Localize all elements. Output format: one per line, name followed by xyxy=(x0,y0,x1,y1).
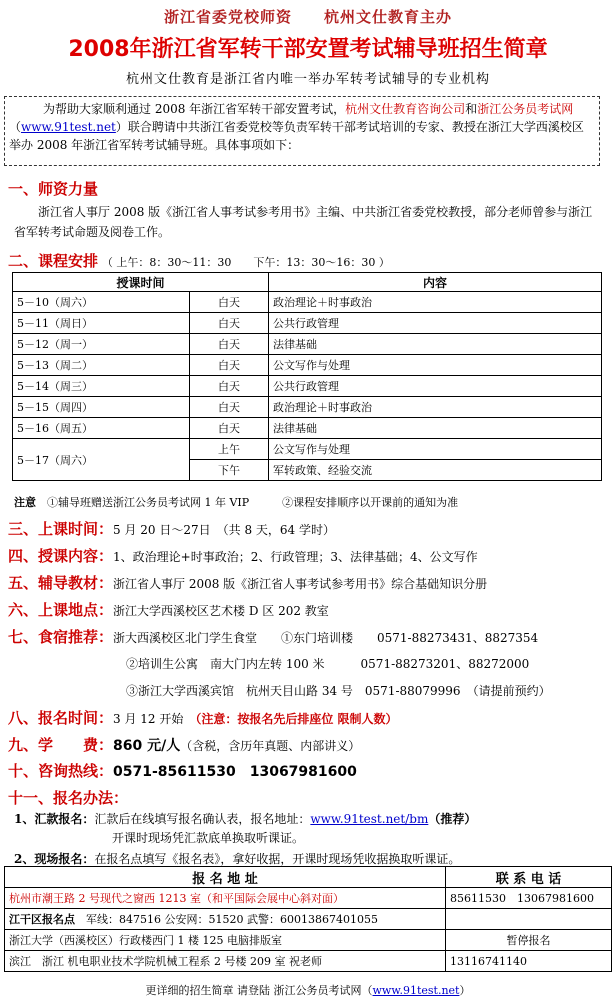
signup-method-remit-text: 汇款后在线填写报名确认表，报名地址： xyxy=(94,812,311,826)
section-schedule-time: （ 上午：8：30～11：30 下午：13：30～16：30 ） xyxy=(101,256,390,269)
info-class-time-value: 5 月 20 日～27日 （共 8 天，64 学时） xyxy=(113,523,335,537)
signup-url-link[interactable]: www.91test.net/bm xyxy=(310,812,429,826)
info-textbook-title: 五、辅导教材： xyxy=(8,574,114,592)
intro-url-close: ） xyxy=(115,120,128,134)
schedule-date: 5－11（周日） xyxy=(13,313,190,334)
section-schedule-title: 二、课程安排 xyxy=(8,252,99,270)
address-cell: 杭州市潮王路 2 号现代之窗西 1213 室（和平国际会展中心斜对面） xyxy=(5,888,446,909)
intro-text-2: 联合聘请中共浙江省委党校等负责军转干部考试培训的专家、教授在浙江大学西溪校区举办 2008 年浙江省军转考试辅导班。具体事项如下： xyxy=(9,120,584,152)
schedule-period: 白天 xyxy=(190,418,269,439)
info-fee-title: 九、学 费： xyxy=(8,736,114,754)
schedule-note xyxy=(14,494,458,510)
table-row xyxy=(13,418,602,439)
schedule-content: 政治理论＋时事政治 xyxy=(269,292,602,313)
schedule-period: 白天 xyxy=(190,397,269,418)
table-row xyxy=(13,313,602,334)
schedule-period: 白天 xyxy=(190,313,269,334)
info-hotline-value: 0571-85611530 13067981600 xyxy=(113,764,357,780)
schedule-content: 政治理论＋时事政治 xyxy=(269,397,602,418)
intro-url-open: （ xyxy=(9,120,22,134)
table-row xyxy=(13,439,602,460)
schedule-date: 5－10（周六） xyxy=(13,292,190,313)
table-row xyxy=(5,909,612,930)
schedule-date: 5－17（周六） xyxy=(13,439,190,481)
table-row xyxy=(13,397,602,418)
footer xyxy=(0,982,616,998)
schedule-period: 白天 xyxy=(190,355,269,376)
note-label: 注意 xyxy=(14,496,36,509)
address-header-addr: 报 名 地 址 xyxy=(5,867,446,888)
intro-paragraph xyxy=(9,100,595,154)
intro-and: 和 xyxy=(465,102,478,116)
schedule-content: 法律基础 xyxy=(269,418,602,439)
footer-text: 更详细的招生简章 请登陆 浙江公务员考试网（ xyxy=(145,984,373,997)
info-location-value: 浙江大学西溪校区艺术楼 D 区 202 教室 xyxy=(113,604,329,618)
schedule-period: 白天 xyxy=(190,292,269,313)
intro-box xyxy=(4,96,600,166)
table-row xyxy=(13,292,602,313)
phone-cell xyxy=(446,909,612,930)
schedule-period: 白天 xyxy=(190,334,269,355)
address-label: 江干区报名点 xyxy=(9,913,75,926)
info-lodging-line-2: ②培训生公寓 南大门内左转 100 米 0571-88273201、88272000 xyxy=(126,657,530,671)
info-hotline-title: 十、咨询热线： xyxy=(8,762,114,780)
intro-url-link[interactable]: www.91test.net xyxy=(21,120,116,134)
schedule-content: 公文写作与处理 xyxy=(269,355,602,376)
schedule-period: 下午 xyxy=(190,460,269,481)
schedule-date: 5－14（周三） xyxy=(13,376,190,397)
phone-cell: 13116741140 xyxy=(446,951,612,972)
schedule-header-row xyxy=(13,273,602,292)
schedule-content: 公共行政管理 xyxy=(269,313,602,334)
info-location-title: 六、上课地点： xyxy=(8,601,114,619)
schedule-content: 军转政策、经验交流 xyxy=(269,460,602,481)
address-cell xyxy=(5,909,446,930)
intro-org-1: 杭州文仕教育咨询公司 xyxy=(345,102,466,116)
table-row xyxy=(5,951,612,972)
address-cell: 滨江 浙江 机电职业技术学院机械工程系 2 号楼 209 室 祝老师 xyxy=(5,951,446,972)
info-signup-time-title: 八、报名时间： xyxy=(8,709,114,727)
table-row xyxy=(5,930,612,951)
info-fee xyxy=(8,734,360,755)
table-row xyxy=(13,355,602,376)
note-text: ①辅导班赠送浙江公务员考试网 1 年 VIP ②课程安排顺序以开课前的通知为准 xyxy=(47,496,459,509)
signup-recommend: （推荐） xyxy=(428,812,477,826)
intro-text-1: 为帮助大家顺利通过 2008 年浙江省军转干部安置考试， xyxy=(43,102,346,116)
info-content xyxy=(8,545,478,566)
schedule-content: 公共行政管理 xyxy=(269,376,602,397)
intro-org-2: 浙江公务员考试网 xyxy=(477,102,574,116)
schedule-header-content: 内容 xyxy=(269,273,602,292)
schedule-date: 5－15（周四） xyxy=(13,397,190,418)
schedule-content: 法律基础 xyxy=(269,334,602,355)
info-signup-methods-title: 十一、报名办法： xyxy=(8,789,129,807)
info-class-time xyxy=(8,518,335,539)
address-header-row xyxy=(5,867,612,888)
info-content-title: 四、授课内容： xyxy=(8,547,114,565)
info-hotline xyxy=(8,760,357,781)
schedule-header-time: 授课时间 xyxy=(13,273,269,292)
address-value: 军线：847516 公安网：51520 武警：60013867401055 xyxy=(75,913,378,926)
footer-end: ） xyxy=(459,984,471,997)
signup-method-onsite-text: 在报名点填写《报名表》，拿好收据，开课时现场凭收据换取听课证。 xyxy=(94,852,461,866)
page-subtitle: 杭州文仕教育是浙江省内唯一举办军转考试辅导的专业机构 xyxy=(125,72,490,87)
schedule-period: 白天 xyxy=(190,376,269,397)
page-title: 2008年浙江省军转干部安置考试辅导班招生简章 xyxy=(68,37,548,62)
info-fee-note: （含税，含历年真题、内部讲义） xyxy=(180,739,361,753)
table-row xyxy=(13,334,602,355)
address-cell: 浙江大学（西溪校区）行政楼西门 1 楼 125 电脑排版室 xyxy=(5,930,446,951)
schedule-table xyxy=(12,272,602,481)
info-fee-price: 860 元/人 xyxy=(113,738,181,754)
signup-method-onsite xyxy=(14,850,460,867)
section-teachers-title: 一、师资力量 xyxy=(8,180,99,198)
schedule-date: 5－13（周二） xyxy=(13,355,190,376)
signup-method-remit-line-2: 开课时现场凭汇款底单换取听课证。 xyxy=(112,831,305,845)
header-organizers: 浙江省委党校师资 杭州文仕教育主办 xyxy=(163,8,452,26)
address-header-phone: 联 系 电 话 xyxy=(446,867,612,888)
schedule-date: 5－12（周一） xyxy=(13,334,190,355)
signup-method-remit xyxy=(14,810,476,827)
info-lodging xyxy=(8,626,538,647)
schedule-date: 5－16（周五） xyxy=(13,418,190,439)
section-schedule-heading xyxy=(8,250,390,271)
signup-method-remit-label: 1、汇款报名： xyxy=(14,812,95,826)
schedule-content: 公文写作与处理 xyxy=(269,439,602,460)
info-lodging-line-1: 浙大西溪校区北门学生食堂 ①东门培训楼 0571-88273431、8827354 xyxy=(113,631,539,645)
section-teachers-text: 浙江省人事厅 2008 版《浙江省人事考试参考用书》主编、中共浙江省委党校教授，部分老师曾参与浙江省军转考试命题及阅卷工作。 xyxy=(14,205,593,239)
phone-cell: 暂停报名 xyxy=(446,930,612,951)
info-lodging-title: 七、食宿推荐： xyxy=(8,628,114,646)
footer-url-link[interactable]: www.91test.net xyxy=(372,984,460,997)
info-signup-time-value: 3 月 12 开始 xyxy=(113,712,196,726)
table-row xyxy=(13,376,602,397)
info-signup-time xyxy=(8,707,398,728)
schedule-period: 上午 xyxy=(190,439,269,460)
info-textbook xyxy=(8,572,487,593)
info-content-value: 1、政治理论+时事政治；2、行政管理；3、法律基础；4、公文写作 xyxy=(113,550,478,564)
phone-cell: 85611530 13067981600 xyxy=(446,888,612,909)
signup-address-table xyxy=(4,866,612,972)
table-row xyxy=(5,888,612,909)
info-textbook-value: 浙江省人事厅 2008 版《浙江省人事考试参考用书》综合基础知识分册 xyxy=(113,577,488,591)
info-lodging-line-3: ③浙江大学西溪宾馆 杭州天目山路 34 号 0571-88079996 （请提前预约） xyxy=(126,684,551,698)
info-location xyxy=(8,599,329,620)
info-signup-time-note: （注意：按报名先后排座位 限制人数） xyxy=(195,712,398,726)
signup-method-onsite-label: 2、现场报名： xyxy=(14,852,95,866)
info-class-time-title: 三、上课时间： xyxy=(8,520,114,538)
